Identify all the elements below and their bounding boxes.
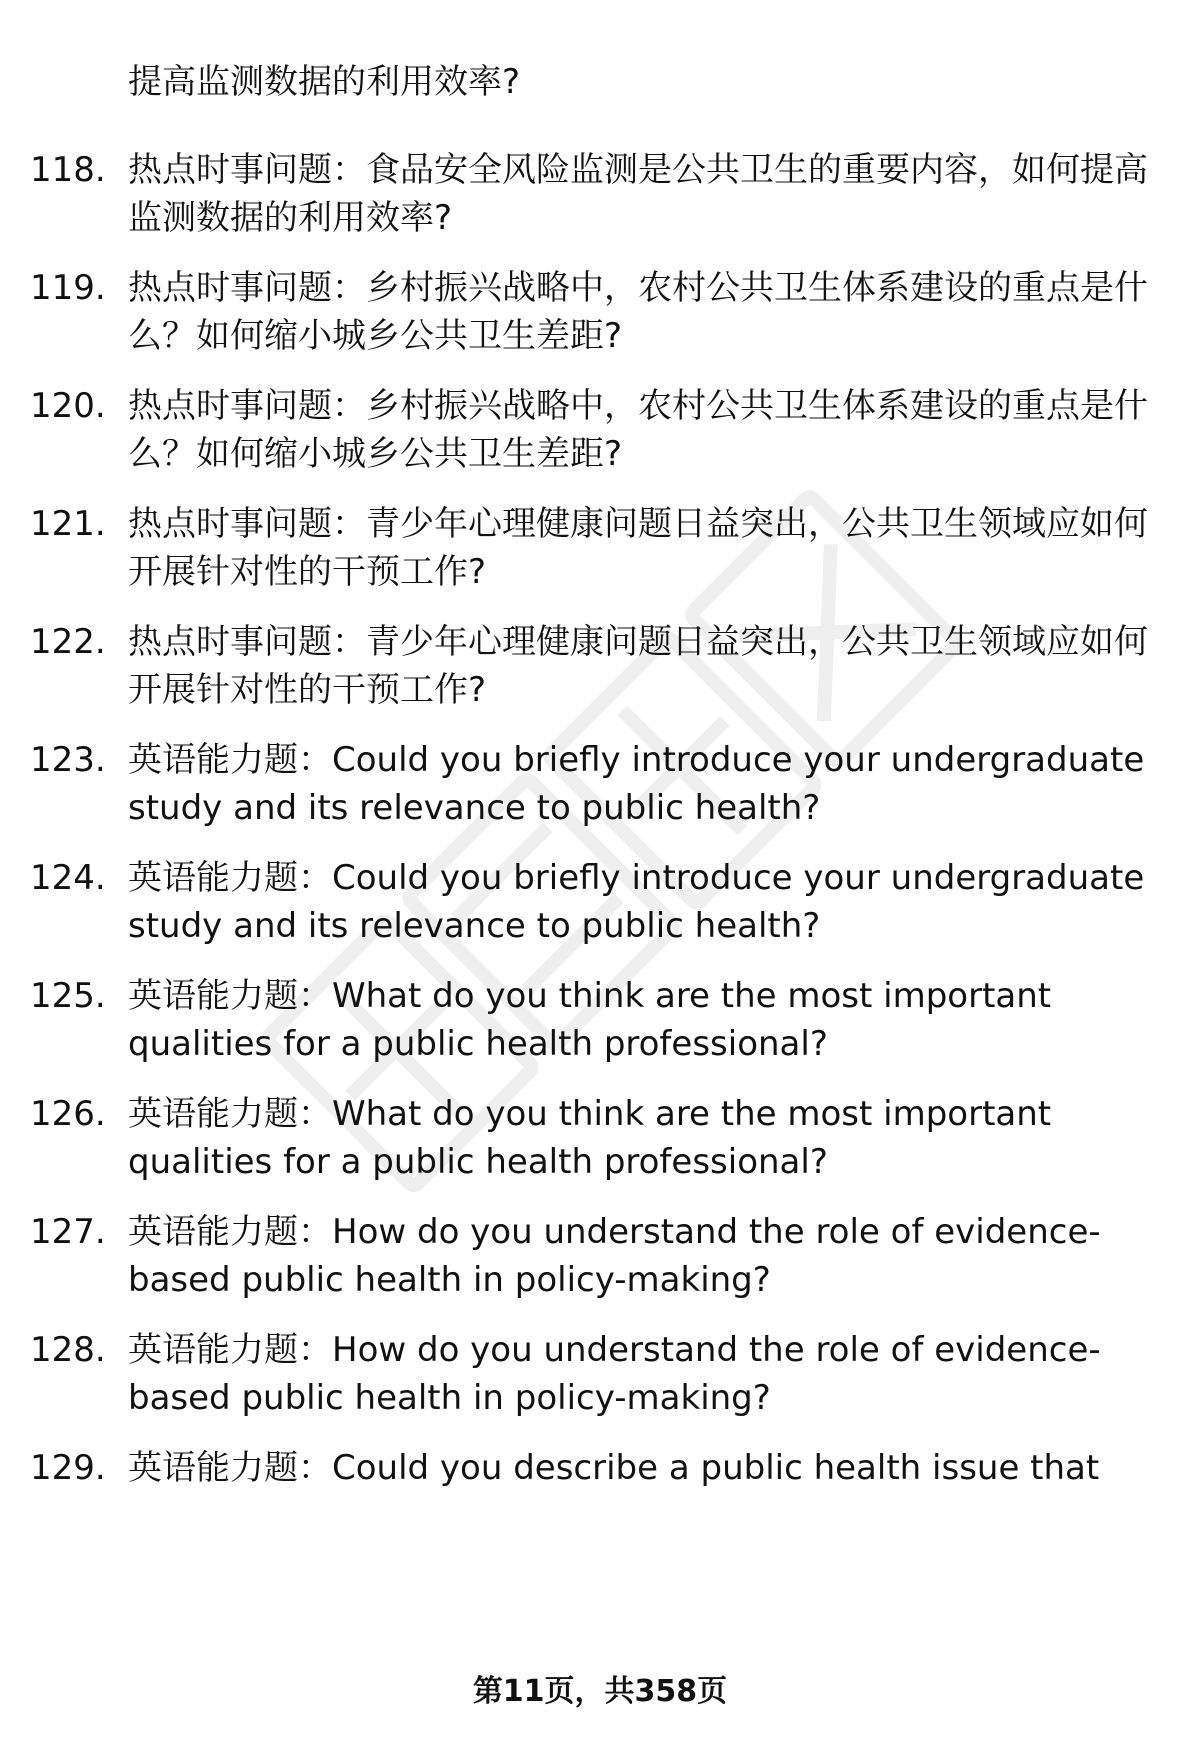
continued-item-text: 提高监测数据的利用效率? bbox=[128, 62, 521, 102]
item-number: 124. bbox=[30, 858, 106, 898]
list-item bbox=[0, 146, 1200, 246]
item-number: 121. bbox=[30, 504, 106, 544]
list-item bbox=[0, 264, 1200, 364]
item-text: 英语能力题：How do you understand the role of evidence-based public health in policy-making? bbox=[128, 1212, 1101, 1300]
list-item bbox=[0, 382, 1200, 482]
list-item bbox=[0, 500, 1200, 600]
item-text: 热点时事问题：乡村振兴战略中，农村公共卫生体系建设的重点是什么？如何缩小城乡公共卫生差距? bbox=[128, 386, 1148, 474]
list-item bbox=[0, 1444, 1200, 1504]
list-item bbox=[0, 1326, 1200, 1426]
item-text: 英语能力题：Could you briefly introduce your undergraduate study and its relevance to public health? bbox=[128, 740, 1145, 828]
item-text: 英语能力题：Could you describe a public health issue that bbox=[128, 1448, 1100, 1488]
item-number: 129. bbox=[30, 1448, 106, 1488]
list-item bbox=[0, 1208, 1200, 1308]
page-footer: 第11页，共358页 bbox=[472, 1674, 728, 1709]
item-number: 128. bbox=[30, 1330, 106, 1370]
item-text: 英语能力题：What do you think are the most important qualities for a public health professional? bbox=[128, 1094, 1052, 1182]
list-item bbox=[0, 972, 1200, 1072]
item-text: 英语能力题：How do you understand the role of evidence-based public health in policy-making? bbox=[128, 1330, 1101, 1418]
item-text: 英语能力题：Could you briefly introduce your undergraduate study and its relevance to public health? bbox=[128, 858, 1145, 946]
item-text: 英语能力题：What do you think are the most important qualities for a public health professional? bbox=[128, 976, 1052, 1064]
item-number: 118. bbox=[30, 150, 106, 190]
item-number: 120. bbox=[30, 386, 106, 426]
item-number: 126. bbox=[30, 1094, 106, 1134]
item-text: 热点时事问题：食品安全风险监测是公共卫生的重要内容，如何提高监测数据的利用效率? bbox=[128, 150, 1148, 238]
item-number: 123. bbox=[30, 740, 106, 780]
list-item bbox=[0, 1090, 1200, 1190]
item-text: 热点时事问题：乡村振兴战略中，农村公共卫生体系建设的重点是什么？如何缩小城乡公共卫生差距? bbox=[128, 268, 1148, 356]
list-item bbox=[0, 618, 1200, 718]
item-text: 热点时事问题：青少年心理健康问题日益突出，公共卫生领域应如何开展针对性的干预工作? bbox=[128, 504, 1148, 592]
list-item bbox=[0, 854, 1200, 954]
item-text: 热点时事问题：青少年心理健康问题日益突出，公共卫生领域应如何开展针对性的干预工作? bbox=[128, 622, 1148, 710]
item-number: 119. bbox=[30, 268, 106, 308]
item-number: 125. bbox=[30, 976, 106, 1016]
item-number: 127. bbox=[30, 1212, 106, 1252]
list-item bbox=[0, 736, 1200, 836]
item-number: 122. bbox=[30, 622, 106, 662]
